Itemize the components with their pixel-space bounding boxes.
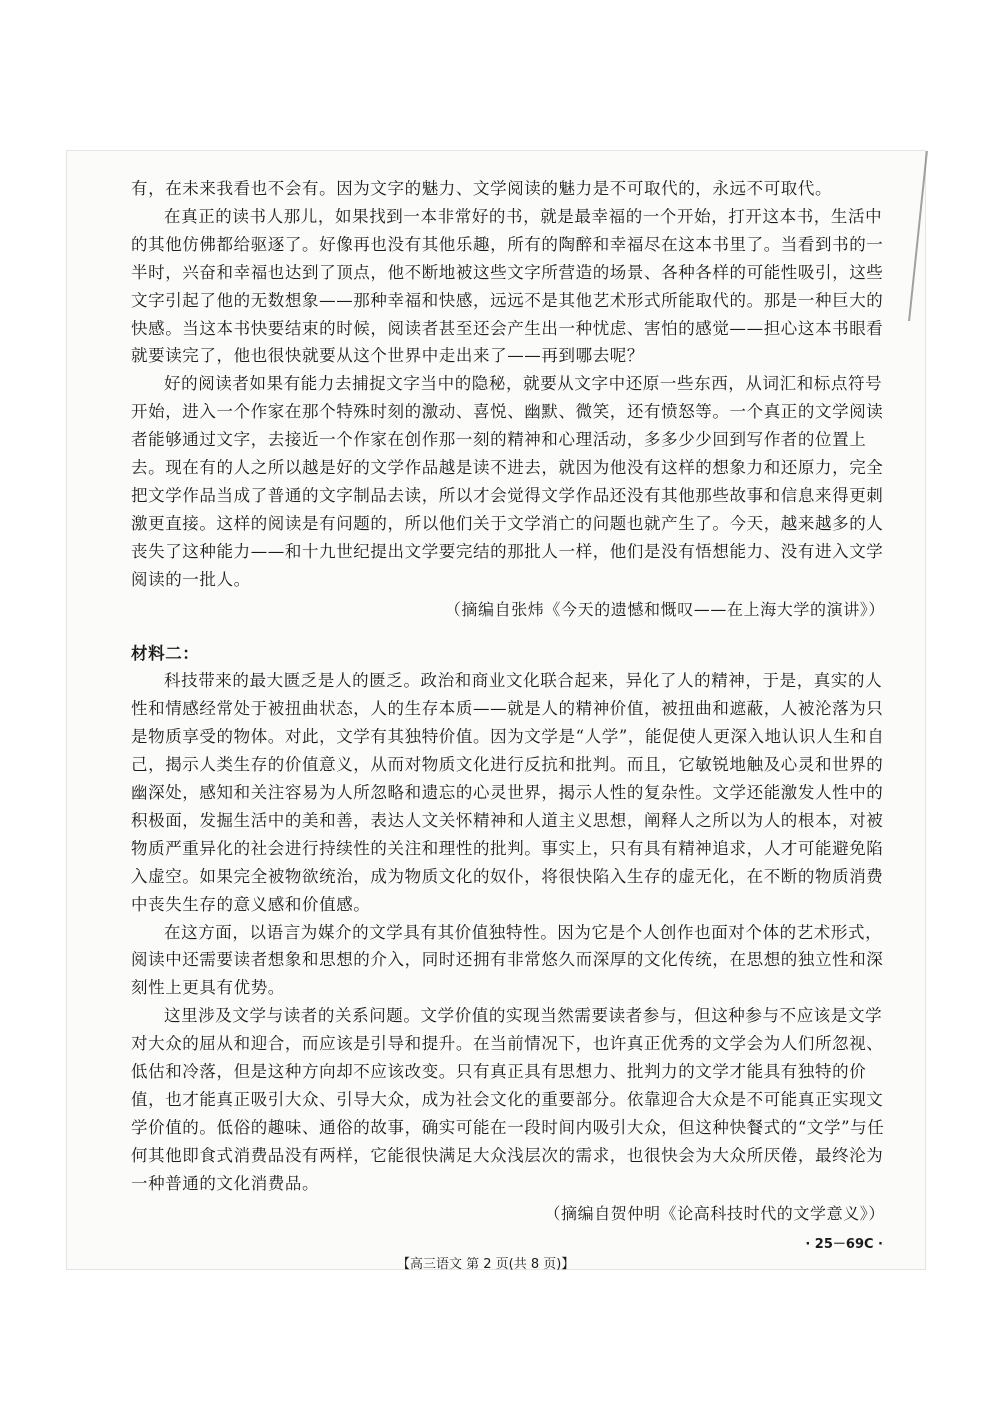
scanned-page xyxy=(66,150,926,1270)
scan-edge-mark xyxy=(894,151,928,321)
material-two-title: 材料二： xyxy=(131,643,200,663)
passage2-paragraph-2: 这里涉及文学与读者的关系问题。文学价值的实现当然需要读者参与，但这种参与不应该是文学对大众的屈从和迎合，而应该是引导和提升。在当前情况下，也许真正优秀的文学会为人们所忽视、低估和冷落，但是这种方向却不应该改变。只有真正具有思想力、批判力的文学才能具有独特的价值，也才能真正吸引大众、引导大众，成为社会文化的重要部分。依靠迎合大众是不可能真正实现文学价值的。低俗的趣味、通俗的故事，确实可能在一段时间内吸引大众，但这种快餐式的“文学”与任何其他即食式消费品没有两样，它能很快满足大众浅层次的需求，也很快会为大众所厌倦，最终沦为一种普通的文化消费品。 xyxy=(131,1006,885,1193)
passage2-source: （摘编自贺仲明《论高科技时代的文学意义》） xyxy=(544,1203,885,1223)
passage1-paragraph-2: 好的阅读者如果有能力去捕捉文字当中的隐秘，就要从文字中还原一些东西，从词汇和标点符号开始，进入一个作家在那个特殊时刻的激动、喜悦、幽默、微笑，还有愤怒等。一个真正的文学阅读者能够通过文字，去接近一个作家在创作那一刻的精神和心理活动，多多少少回到写作者的位置上去。现在有的人之所以越是好的文学作品越是读不进去，就因为他没有这样的想象力和还原力，完全把文学作品当成了普通的文字制品去读，所以才会觉得文学作品还没有其他那些故事和信息来得更刺激更直接。这样的阅读是有问题的，所以他们关于文学消亡的问题也就产生了。今天，越来越多的人丧失了这种能力——和十九世纪提出文学要完结的那批人一样，他们是没有悟想能力、没有进入文学阅读的一批人。 xyxy=(131,374,884,589)
passage1-paragraph-1: 在真正的读书人那儿，如果找到一本非常好的书，就是最幸福的一个开始，打开这本书，生活中的其他仿佛都给驱逐了。好像再也没有其他乐趣，所有的陶醉和幸福尽在这本书里了。当看到书的一半时，兴奋和幸福也达到了顶点，他不断地被这些文字所营造的场景、各种各样的可能性吸引，这些文字引起了他的无数想象——那种幸福和快感，远远不是其他艺术形式所能取代的。那是一种巨大的快感。当这本书快要结束的时候，阅读者甚至还会产生出一种忧虑、害怕的感觉——担心这本书眼看就要读完了，他也很快就要从这个世界中走出来了——再到哪去呢？ xyxy=(131,206,884,366)
passage2-paragraph-1: 在这方面，以语言为媒介的文学具有其价值独特性。因为它是个人创作也面对个体的艺术形式，阅读中还需要读者想象和思想的介入，同时还拥有非常悠久而深厚的文化传统，在思想的独立性和深刻性上更具有优势。 xyxy=(131,922,884,998)
passage2-paragraph-0: 科技带来的最大匮乏是人的匮乏。政治和商业文化联合起来，异化了人的精神，于是，真实的人性和情感经常处于被扭曲状态，人的生存本质——就是人的精神价值，被扭曲和遮蔽，人被沦落为只是物质享受的物体。对此，文学有其独特价值。因为文学是“人学”，能促使人更深入地认识人生和自己，揭示人类生存的价值意义，从而对物质文化进行反抗和批判。而且，它敏锐地触及心灵和世界的幽深处，感知和关注容易为人所忽略和遗忘的心灵世界，揭示人性的复杂性。文学还能激发人性中的积极面，发掘生活中的美和善，表达人文关怀精神和人道主义思想，阐释人之所以为人的根本，对被物质严重异化的社会进行持续性的关注和理性的批判。事实上，只有具有精神追求，人才可能避免陷入虚空。如果完全被物欲统治，成为物质文化的奴仆，将很快陷入生存的虚无化，在不断的物质消费中丧失生存的意义感和价值感。 xyxy=(131,671,885,914)
page-footer: 【高三语文 第 2 页(共 8 页)】 xyxy=(397,1257,575,1272)
exam-code: · 25－69C · xyxy=(805,1237,883,1252)
passage1-source: （摘编自张炜《今天的遗憾和慨叹——在上海大学的演讲》） xyxy=(444,599,885,619)
passage1-line-0: 有，在未来我看也不会有。因为文字的魅力、文学阅读的魅力是不可取代的，永远不可取代。 xyxy=(131,179,833,198)
page-text xyxy=(131,175,891,1228)
